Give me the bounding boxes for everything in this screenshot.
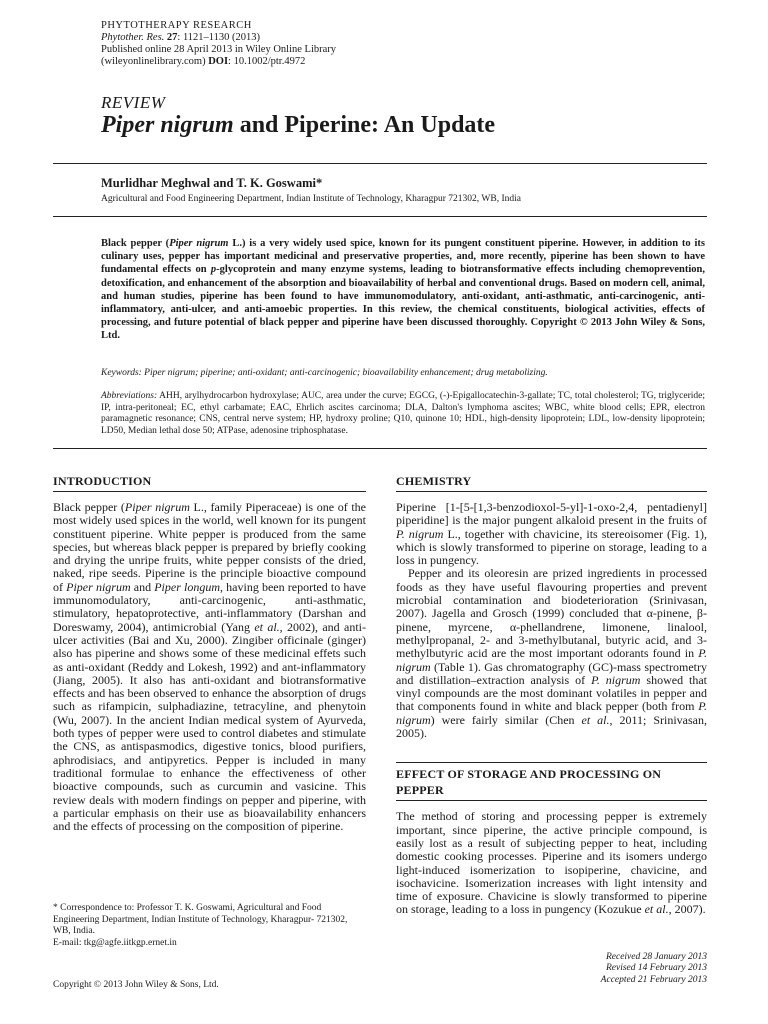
abbreviations [101, 391, 705, 437]
footnote-email[interactable]: E-mail: tkg@agfe.iitkgp.ernet.in [53, 937, 177, 948]
copyright-footer: Copyright © 2013 John Wiley & Sons, Ltd. [53, 980, 219, 990]
storage-heading: EFFECT OF STORAGE AND PROCESSING ON PEPPER [396, 762, 707, 801]
chem-text: L., together with chavicine, its stereoisomer (Fig. 1), which is slowly transformed to piperine on storage, leading to a loss in pungency. [396, 526, 708, 568]
chemistry-heading: CHEMISTRY [396, 470, 707, 492]
storage-italic: et al. [644, 902, 669, 917]
abbreviations-text: AHH, arylhydrocarbon hydroxylase; AUC, area under the curve; EGCG, (-)-Epigallocatechin-3-gallate; TC, total cholesterol; TG, triglyceride; IP, intra-peritoneal; EC, ethyl carbamate; EAC, Ehrlich ascites carcinoma; DLA, Dalton's lymphoma ascites; WBC, white blood cells; EPR, electron paramagnetic resonance; CNS, central nerve system; HP, hydroxy proline; Q10, quinone 10; HDL, high-density lipoprotein; LDL, low-density lipoprotein; LD50, Median lethal dose 50; ATPase, adenosine triphosphatase. [101, 391, 705, 436]
intro-text: , having been reported to have immunomodulatory, anti-carcinogenic, anti-asthmatic, stimulatory, hepatoprotective, anti-inflammatory (Darshan and Doreswamy, 2004), antimicrobial (Yang [53, 579, 366, 634]
citation-journal: Phytother. Res. [101, 32, 165, 43]
doi-line [101, 56, 336, 68]
title-italic: Piper nigrum [101, 112, 234, 138]
doi-label: DOI [208, 56, 229, 67]
keywords: Keywords: Piper nigrum; piperine; anti-oxidant; anti-carcinogenic; bioavailability enhancement; drug metabolizing. [101, 368, 548, 378]
introduction-heading: INTRODUCTION [53, 470, 366, 492]
article-type: REVIEW [101, 93, 166, 112]
authors-rule [53, 216, 707, 217]
intro-text: L., family Piperaceae) is one of the most widely used spices in the world, well known for its pungent constituent piperine. White pepper is produced from the same species, but whereas black pepper is prepared by briefly cooking and drying the unripe fruits, white pepper consists of the dried, naked, ripe seeds. Piperine is the principle bioactive compound of [53, 500, 366, 594]
intro-italic: et al. [254, 619, 280, 634]
chem-text: showed that vinyl compounds are the most dominant volatiles in pepper and that components found in white and black pepper (both from [396, 672, 708, 714]
left-column [53, 470, 366, 833]
abstract-italic: Piper nigrum [169, 238, 229, 249]
abstract-text: Black pepper ( [101, 238, 170, 249]
title-rule [53, 163, 707, 164]
correspondence-footnote [53, 903, 366, 949]
intro-text: and [130, 579, 155, 594]
chem-italic: P. nigrum [396, 526, 444, 541]
chem-text: Piperine [1-[5-[1,3-benzodioxol-5-yl]-1-oxo-2,4, pentadienyl] piperidine] is the major pungent alkaloid present in the fruits of [396, 500, 707, 528]
chem-text: Pepper and its oleoresin are prized ingredients in processed foods as they have useful flavouring properties and prevent microbial contamination and biodeterioration (Srinivasan, 2007). Jagella and Grosch (1999) concluded that α-pinene, β-pinene, myrcene, α-phellandrene, limonene, linalool, methylpropanal, 2- and 3-methylbutanal, butyric acid, and 3-methylbutyric acid are the most important odorants found in [396, 566, 707, 661]
citation-pages: : 1121–1130 (2013) [177, 32, 261, 43]
abbreviations-label: Abbreviations: [101, 391, 158, 401]
intro-italic: Piper nigrum [66, 579, 131, 594]
intro-italic: Piper longum [154, 579, 221, 594]
title-rest: and Piperine: An Update [233, 112, 496, 138]
received-date: Received 28 January 2013 [605, 952, 707, 962]
article-title [101, 112, 495, 139]
journal-citation [101, 32, 336, 44]
abstract-italic: p [210, 264, 217, 276]
intro-text: Black pepper ( [53, 500, 125, 514]
chem-text: , 2011; Srinivasan, 2005). [396, 712, 708, 741]
accepted-date: Accepted 21 February 2013 [600, 974, 707, 985]
chem-italic: P. nigrum [396, 699, 707, 727]
chemistry-paragraph-2 [396, 567, 707, 740]
submission-dates [507, 952, 707, 986]
storage-text: , 2007). [668, 902, 706, 917]
abstract-text: -glycoprotein and many enzyme systems, leading to biotransformative effects including chemoprevention, detoxification, and enhancement of the absorption and bioavailability of herbal and conventional drugs. Based on modern cell, animal, and human studies, piperine has been found to have immunomodulatory, anti-oxidant, anti-asthmatic, anti-carcinogenic, anti-inflammatory, anti-ulcer, and anti-amoebic properties. In this review, the chemical constituents, biological activities, effects of processing, and future potential of black pepper and piperine have been discussed thoroughly. Copyright © 2013 John Wiley & Sons, Ltd. [101, 264, 705, 342]
doi-value[interactable]: : 10.1002/ptr.4972 [228, 56, 306, 67]
storage-text: The method of storing and processing pepper is extremely important, since piperine, the active principle compound, is easily lost as a result of subjecting pepper to heat, including domestic cooking processes. Piperine and its isomers undergo light-induced isomerization to isopiperine, chavicine, and isochavicine. Isomerization increases with light intensity and time of exposure. Chavicine is slowly transformed to piperine on storage, leading to a loss in pungency (Kozukue [396, 809, 707, 917]
chem-italic: et al. [581, 712, 610, 727]
storage-paragraph [396, 810, 707, 916]
site-link[interactable]: (wileyonlinelibrary.com) [101, 56, 206, 67]
journal-header [101, 20, 336, 68]
chemistry-paragraph-1 [396, 501, 707, 567]
published-line: Published online 28 April 2013 in Wiley Online Library [101, 44, 337, 55]
chem-italic: P. nigrum [591, 672, 641, 687]
abstract-rule [53, 448, 707, 449]
abstract-text: L.) is a very widely used spice, known for its pungent constituent piperine. However, in addition to its culinary uses, pepper has important medicinal and preservative properties, and, more recently, piperine has been shown to have fundamental effects on [101, 238, 705, 276]
revised-date: Revised 14 February 2013 [605, 963, 707, 974]
chem-text: (Table 1). Gas chromatography (GC)-mass spectrometry and distillation–extraction analysis of [396, 659, 707, 687]
citation-volume: 27 [166, 32, 178, 43]
introduction-paragraph [53, 501, 366, 833]
abstract [101, 237, 705, 343]
journal-name: PHYTOTHERAPY RESEARCH [101, 20, 252, 31]
intro-italic: Piper nigrum [124, 500, 190, 514]
chem-italic: P. nigrum [396, 646, 707, 674]
right-column [396, 470, 707, 917]
chem-text: ) were fairly similar (Chen [430, 712, 582, 727]
intro-text: , 2002), and anti-ulcer activities (Bai and Xu, 2000). Zingiber officinale (ginger) also has piperine and shows some of these medicinal effets such as anti-oxidant (Reddy and Lokesh, 1992) and ant-inflammatory (Jiang, 2005). It also has anti-oxidant and biotransformative effects and has been observed to enhance the absorption of drugs such as rifampicin, sulphadiazine, tetracyline, and phenytoin (Wu, 2007). In the ancient Indian medical system of Ayurveda, both types of pepper were used to control diabetes and stimulate the CNS, as antispasmodics, digestive tonics, blood purifiers, aphrodisiacs, and antipyretics. Pepper is included in many traditional formulae to enhance the effectiveness of other bioactive compounds, such as curcumin and vasicine. This review deals with modern findings on pepper and piperine, with a particular emphasis on their use as bioavailability enhancers and the effects of processing on the composition of piperine. [53, 619, 367, 834]
authors: Murlidhar Meghwal and T. K. Goswami* [101, 176, 323, 190]
affiliation: Agricultural and Food Engineering Department, Indian Institute of Technology, Kharagpur 721302, WB, India [101, 194, 521, 204]
footnote-text: * Correspondence to: Professor T. K. Goswami, Agricultural and Food Engineering Department, Indian Institute of Technology, Kharagpur- 721302, WB, India. [53, 903, 348, 937]
